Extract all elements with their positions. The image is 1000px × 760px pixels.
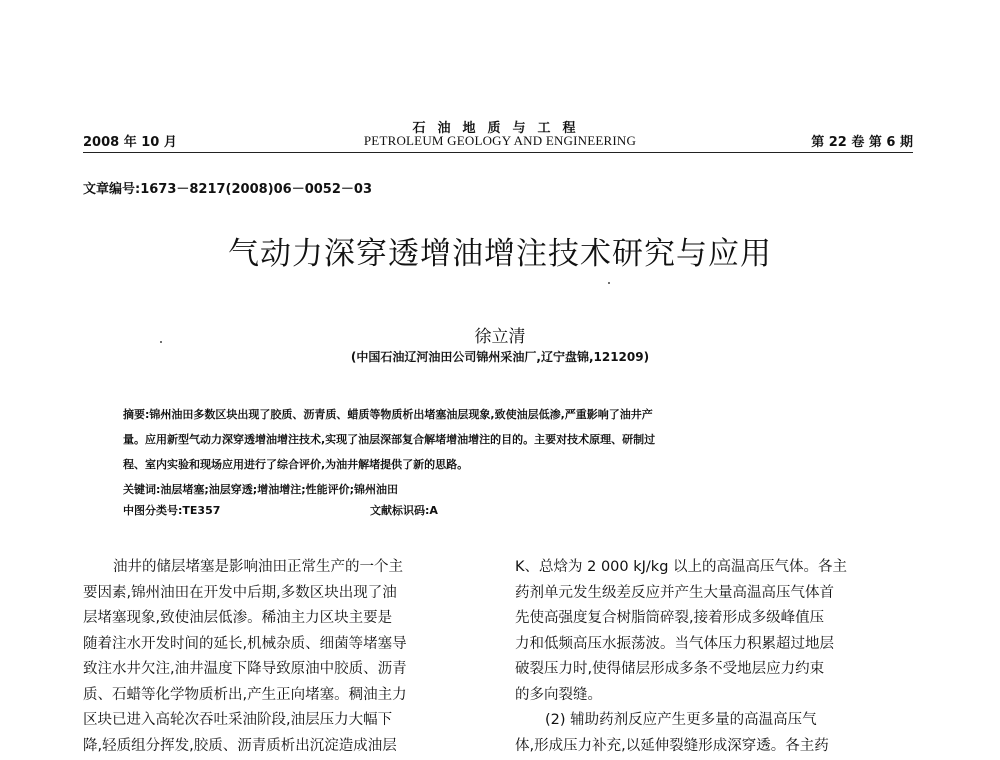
- body-column-left: [83, 555, 488, 759]
- article-number: 文章编号:1673－8217(2008)06－0052－03: [83, 182, 372, 197]
- body-line: 降,轻质组分挥发,胶质、沥青质析出沉淀造成油层: [83, 737, 397, 754]
- document-code: 文献标识码:A: [370, 504, 438, 517]
- scan-speck: [608, 282, 610, 284]
- author-name: 徐立清: [474, 327, 526, 347]
- abstract-line: 摘要:锦州油田多数区块出现了胶质、沥青质、蜡质等物质析出堵塞油层现象,致使油层低渗,严重影响了油井产: [123, 408, 653, 421]
- body-line: 区块已进入高轮次吞吐采油阶段,油层压力大幅下: [83, 712, 393, 728]
- volume-issue: 第 22 卷 第 6 期: [811, 135, 913, 150]
- body-line: 力和低频高压水振荡波。当气体压力积累超过地层: [515, 635, 834, 652]
- journal-name-english: PETROLEUM GEOLOGY AND ENGINEERING: [363, 133, 637, 148]
- body-line: 层堵塞现象,致使油层低渗。稀油主力区块主要是: [83, 610, 393, 626]
- abstract-line: 量。应用新型气动力深穿透增油增注技术,实现了油层深部复合解堵增油增注的目的。主要对技术原理、研制过: [123, 433, 656, 446]
- body-line: 破裂压力时,使得储层形成多条不受地层应力约束: [515, 661, 825, 677]
- issue-date: 2008 年 10 月: [83, 135, 177, 150]
- paper-title: 气动力深穿透增油增注技术研究与应用: [228, 236, 772, 272]
- classification-number: 中图分类号:TE357: [123, 504, 221, 517]
- body-line: 的多向裂缝。: [515, 686, 602, 703]
- body-line: K、总焓为 2 000 kJ/kg 以上的高温高压气体。各主: [515, 559, 848, 575]
- journal-name-chinese: 石油地质与工程: [412, 121, 588, 136]
- body-line: (2) 辅助药剂反应产生更多量的高温高压气: [545, 712, 817, 728]
- body-line: 随着注水开发时间的延长,机械杂质、细菌等堵塞导: [83, 635, 407, 652]
- body-line: 质、石蜡等化学物质析出,产生正向堵塞。稠油主力: [83, 686, 407, 703]
- keywords-line: 关键词:油层堵塞;油层穿透;增油增注;性能评价;锦州油田: [123, 483, 398, 496]
- body-line: 要因素,锦州油田在开发中后期,多数区块出现了油: [83, 584, 397, 601]
- header-rule: [83, 152, 913, 153]
- body-line: 药剂单元发生级差反应并产生大量高温高压气体首: [515, 584, 834, 601]
- body-line: 体,形成压力补充,以延伸裂缝形成深穿透。各主药: [515, 737, 829, 754]
- body-line: 致注水井欠注,油井温度下降导致原油中胶质、沥青: [83, 661, 407, 677]
- scan-speck: [160, 341, 162, 343]
- body-column-right: [515, 555, 920, 759]
- author-affiliation: (中国石油辽河油田公司锦州采油厂,辽宁盘锦,121209): [350, 350, 650, 364]
- body-line: 油井的储层堵塞是影响油田正常生产的一个主: [113, 559, 403, 575]
- abstract-line: 程、室内实验和现场应用进行了综合评价,为油井解堵提供了新的思路。: [123, 458, 469, 471]
- abstract-block: [123, 402, 893, 502]
- body-line: 先使高强度复合树脂筒碎裂,接着形成多级峰值压: [515, 610, 825, 626]
